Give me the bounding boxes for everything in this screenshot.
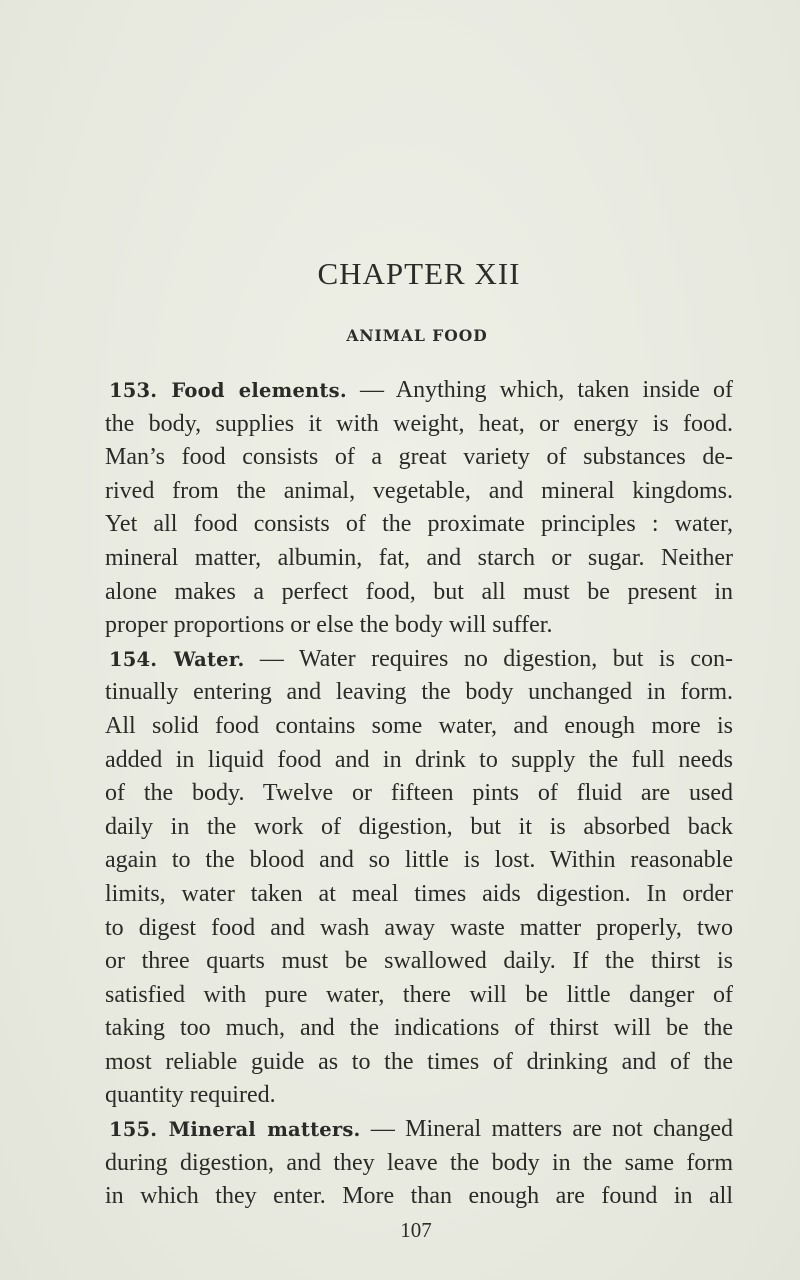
line-text: — Anything which, taken inside of — [346, 377, 733, 403]
line-text: again to the blood and so little is lost. Within reasonable — [105, 847, 733, 874]
text-line — [105, 979, 733, 1013]
line-text: added in liquid food and in drink to supply the full needs — [105, 746, 733, 773]
text-line — [105, 508, 733, 542]
line-text: rived from the animal, vegetable, and mineral kingdoms. — [105, 477, 733, 504]
line-text: taking too much, and the indications of thirst will be the — [105, 1015, 733, 1042]
line-text: during digestion, and they leave the body in the same form — [105, 1149, 733, 1176]
body-text — [105, 374, 733, 1214]
line-text: satisfied with pure water, there will be little danger of — [105, 981, 733, 1008]
page-number: 107 — [400, 1218, 432, 1242]
text-line — [105, 1147, 733, 1181]
line-text: daily in the work of digestion, but it is absorbed back — [105, 813, 733, 840]
text-line — [105, 744, 733, 778]
text-line — [105, 844, 733, 878]
line-text: alone makes a perfect food, but all must be present in — [105, 578, 733, 605]
text-line — [105, 576, 733, 610]
line-text: tinually entering and leaving the body unchanged in form. — [105, 679, 733, 706]
line-text: proper proportions or else the body will suffer. — [105, 612, 553, 639]
text-line — [105, 1180, 733, 1214]
text-line — [105, 676, 733, 710]
text-line — [105, 777, 733, 811]
line-text: — Water requires no digestion, but is con- — [244, 645, 733, 672]
text-line — [105, 811, 733, 845]
text-line — [105, 1079, 733, 1113]
text-line — [105, 408, 733, 442]
chapter-title: ANIMAL FOOD — [346, 326, 488, 345]
text-line — [105, 609, 733, 643]
line-text: All solid food contains some water, and enough more is — [105, 712, 733, 739]
line-text: most reliable guide as to the times of drinking and of the — [105, 1048, 733, 1075]
line-text: or three quarts must be swallowed daily. If the thirst is — [105, 948, 733, 975]
line-text: Yet all food consists of the proximate principles : water, — [105, 511, 733, 538]
text-line — [105, 1046, 733, 1080]
text-line — [105, 912, 733, 946]
text-line — [105, 542, 733, 576]
text-line — [105, 643, 733, 677]
text-line — [105, 374, 733, 408]
line-text: quantity required. — [105, 1082, 276, 1109]
line-text: to digest food and wash away waste matter properly, two — [105, 914, 733, 941]
text-line — [105, 710, 733, 744]
text-line — [105, 475, 733, 509]
text-line — [105, 1012, 733, 1046]
line-text: mineral matter, albumin, fat, and starch or sugar. Neither — [105, 544, 733, 571]
line-text: in which they enter. More than enough are found in all — [105, 1183, 733, 1210]
section-heading: 154. Water. — [109, 647, 245, 671]
chapter-heading: CHAPTER XII — [317, 256, 521, 291]
line-text: limits, water taken at meal times aids digestion. In order — [105, 880, 733, 907]
section-heading: 155. Mineral matters. — [109, 1118, 361, 1142]
text-line — [105, 945, 733, 979]
line-text: Man’s food consists of a great variety of substances de- — [105, 444, 733, 471]
line-text: of the body. Twelve or fifteen pints of fluid are used — [105, 780, 733, 807]
line-text: the body, supplies it with weight, heat, or energy is food. — [105, 410, 733, 437]
line-text: — Mineral matters are not changed — [360, 1116, 733, 1143]
text-line — [105, 1113, 733, 1147]
section-heading: 153. Food elements. — [109, 379, 347, 402]
text-line — [105, 878, 733, 912]
text-line — [105, 441, 733, 475]
